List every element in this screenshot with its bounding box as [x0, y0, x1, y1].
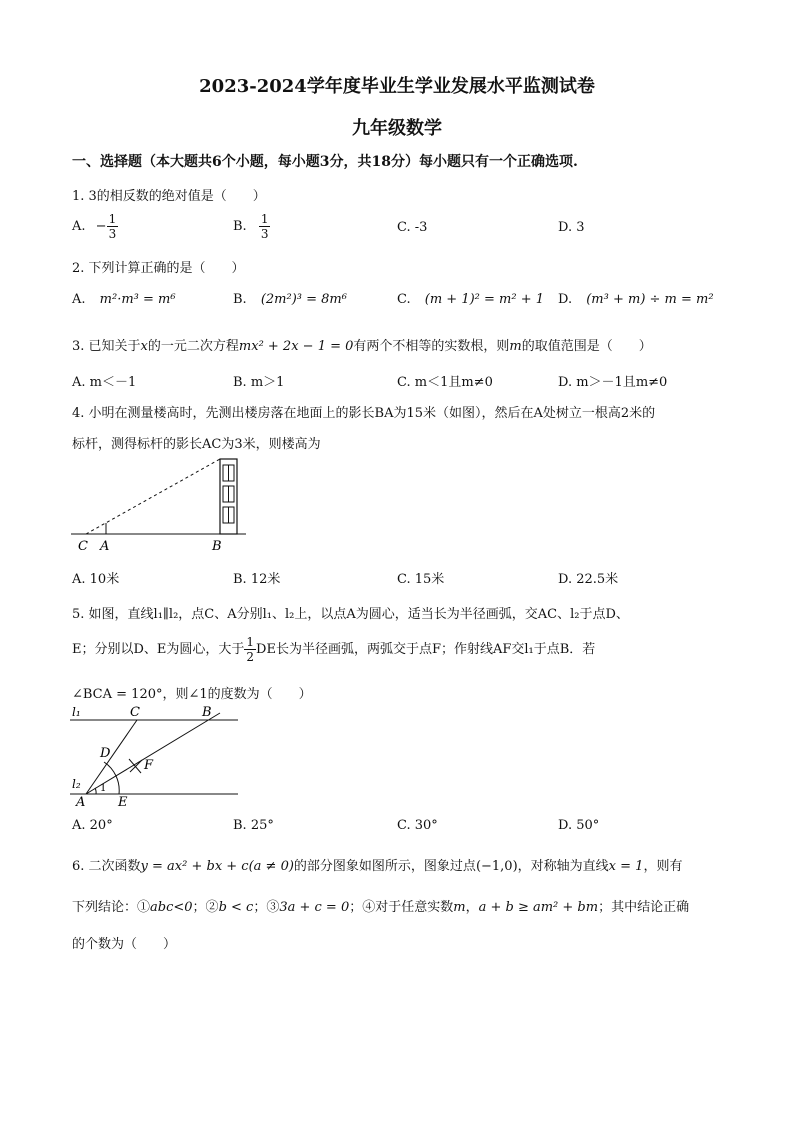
q1-option-a: A. − $\frac{1}{3}$ — [72, 212, 117, 241]
label-b: B — [212, 539, 222, 554]
q4-figure-building-shadow — [68, 455, 258, 555]
question-4-line-1: 4. 小明在测量楼高时，先测出楼房落在地面上的影长BA为15米（如图），然后在A处树立一根高2米的 — [72, 406, 656, 421]
q2-option-c: C. (m + 1)² = m² + 1 — [397, 292, 544, 307]
shadow-ray — [86, 459, 220, 534]
q1-option-b: B. $\frac{1}{3}$ — [233, 212, 269, 241]
q1-option-c: C. -3 — [397, 220, 428, 235]
label-f: F — [144, 758, 154, 773]
q2-option-b: B. (2m²)³ = 8m⁶ — [233, 292, 347, 307]
q5-option-a: A. 20° — [72, 818, 113, 833]
question-5-line-1: 5. 如图，直线l₁∥l₂，点C、A分别l₁、l₂上，以点A为圆心，适当长为半径画弧，交AC、l₂于点D、 — [72, 607, 629, 622]
q4-option-b: B. 12米 — [233, 572, 281, 587]
question-6-line-3: 的个数为（ ） — [72, 937, 177, 952]
exam-subtitle: 九年级数学 — [352, 118, 442, 139]
q2-option-a: A. m²·m³ = m⁶ — [72, 292, 176, 307]
label-c: C — [130, 705, 140, 720]
q5-option-b: B. 25° — [233, 818, 274, 833]
question-5-line-2: E；分别以D、E为圆心，大于 $\frac{1}{2}$ DE长为半径画弧，两弧交于点F；作射线AF交l₁于点B．若 — [72, 635, 596, 664]
q3-option-d: D. m＞－1且m≠0 — [558, 375, 668, 390]
question-1-stem: 1. 3的相反数的绝对值是（ ） — [72, 189, 266, 204]
label-l2: l₂ — [72, 777, 81, 791]
label-1: 1 — [100, 783, 107, 794]
section-heading: 一、选择题（本大题共6个小题，每小题3分，共18分）每小题只有一个正确选项. — [72, 154, 578, 170]
q5-figure-parallel-lines — [66, 703, 246, 813]
q3-option-c: C. m＜1且m≠0 — [397, 375, 493, 390]
question-3-stem: 3. 已知关于x的一元二次方程mx² + 2x − 1 = 0有两个不相等的实数根，则m的取值范围是（ ） — [72, 339, 652, 354]
question-4-line-2: 标杆，测得标杆的影长AC为3米，则楼高为 — [72, 437, 321, 452]
q5-option-d: D. 50° — [558, 818, 600, 833]
q4-option-a: A. 10米 — [72, 572, 120, 587]
label-a: A — [76, 795, 86, 810]
exam-title: 2023-2024学年度毕业生学业发展水平监测试卷 — [199, 76, 595, 97]
label-e: E — [118, 795, 128, 810]
q4-option-d: D. 22.5米 — [558, 572, 619, 587]
q1-option-d: D. 3 — [558, 220, 585, 235]
question-2-stem: 2. 下列计算正确的是（ ） — [72, 261, 245, 276]
label-d: D — [100, 746, 111, 761]
q3-option-b: B. m＞1 — [233, 375, 285, 390]
question-5-line-3: ∠BCA = 120°，则∠1的度数为（ ） — [72, 687, 312, 702]
q4-option-c: C. 15米 — [397, 572, 445, 587]
segment-ac — [86, 720, 137, 794]
q3-option-a: A. m＜－1 — [72, 375, 137, 390]
question-6-line-1: 6. 二次函数y = ax² + bx + c(a ≠ 0)的部分图象如图所示，图象过点(−1,0)，对称轴为直线x = 1，则有 — [72, 859, 683, 874]
label-c: C — [78, 539, 88, 554]
q5-option-c: C. 30° — [397, 818, 438, 833]
q2-option-d: D. (m³ + m) ÷ m = m² — [558, 292, 714, 307]
label-a: A — [100, 539, 110, 554]
label-l1: l₁ — [72, 705, 81, 719]
question-6-line-2: 下列结论：①abc<0；②b < c；③3a + c = 0；④对于任意实数m，a + b ≥ am² + bm；其中结论正确 — [72, 900, 690, 915]
label-b: B — [202, 705, 212, 720]
